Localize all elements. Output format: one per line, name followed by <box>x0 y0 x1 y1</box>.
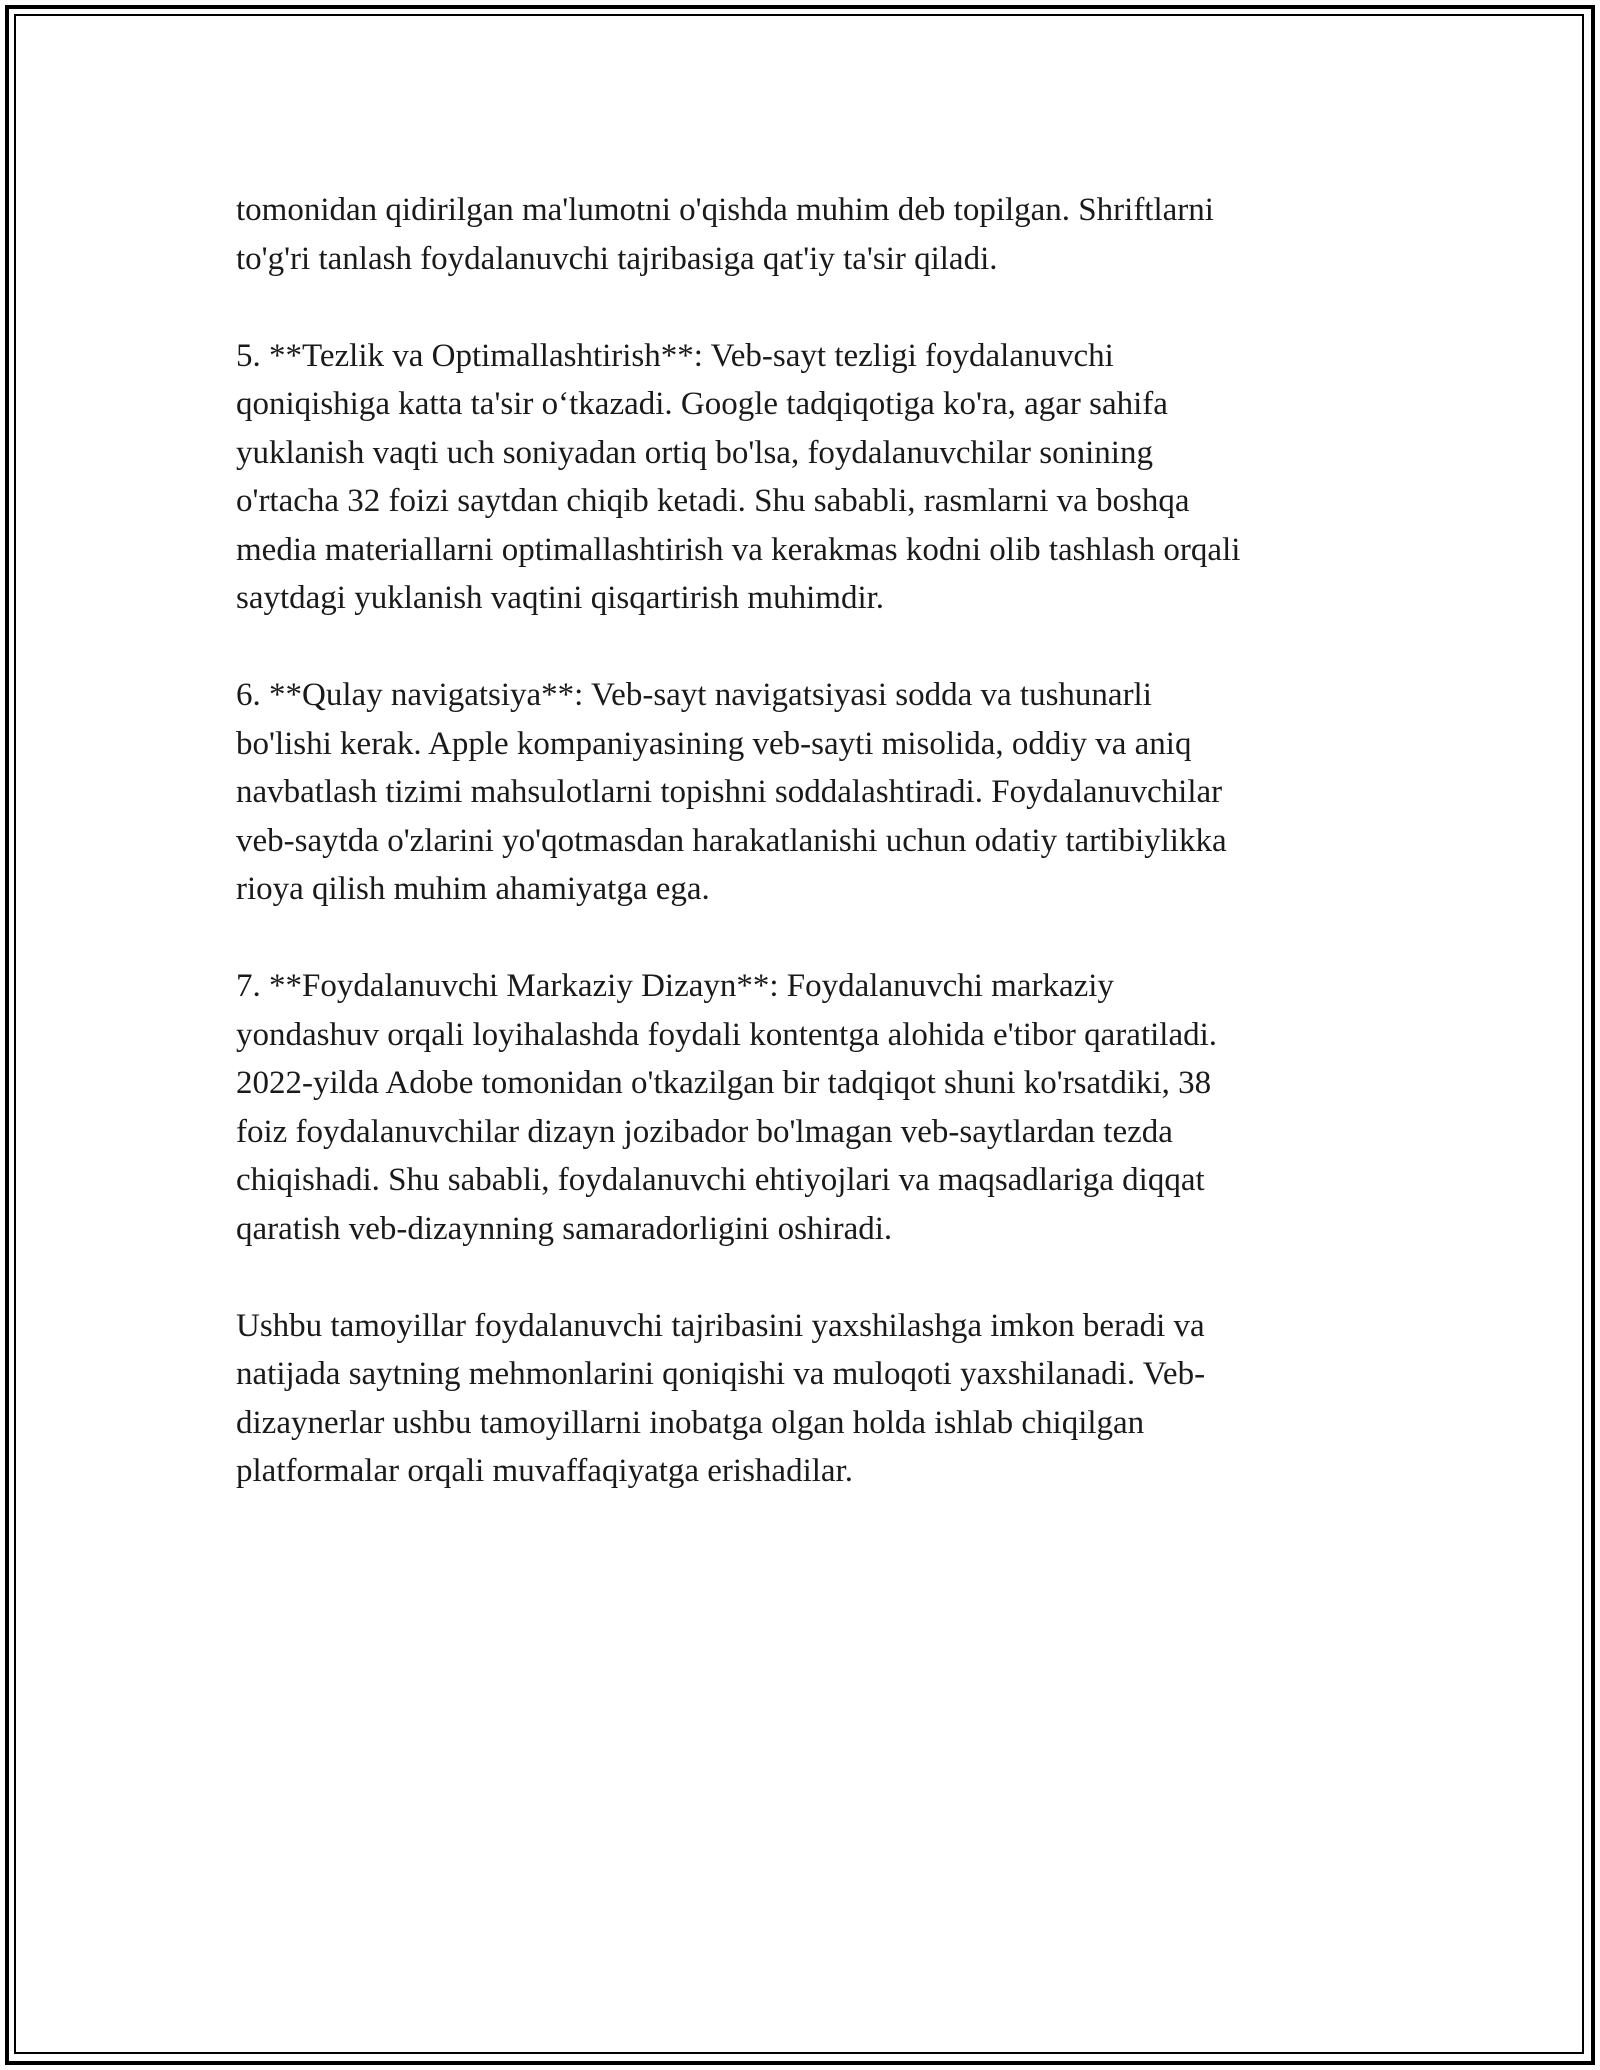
document-body <box>236 186 1366 1544</box>
paragraph-conclusion: Ushbu tamoyillar foydalanuvchi tajribasini yaxshilashga imkon beradi va natijada saytning mehmonlarini qoniqishi va muloqoti yaxshilanadi. Veb- dizaynerlar ushbu tamoyillarni inobatga olgan holda ishlab chiqilgan platformalar orqali muvaffaqiyatga erishadilar. <box>236 1307 1206 1489</box>
paragraph-typography-continuation: tomonidan qidirilgan ma'lumotni o'qishda muhim deb topilgan. Shriftlarni to'g'ri tanlash foydalanuvchi tajribasiga qat'iy ta'sir qiladi. <box>236 192 1214 277</box>
paragraph-speed-optimization: 5. **Tezlik va Optimallashtirish**: Veb-sayt tezligi foydalanuvchi qoniqishiga katta ta'sir o‘tkazadi. Google tadqiqotiga ko'ra, agar sahifa yuklanish vaqti uch soniyadan ortiq bo'lsa, foydalanuvchilar sonining o'rtacha 32 foizi saytdan chiqib ketadi. Shu sababli, rasmlarni va boshqa media materiallarni optimallashtirish va kerakmas kodni olib tashlash orqali saytdagi yuklanish vaqtini qisqartirish muhimdir. <box>236 337 1241 616</box>
paragraph-user-centered-design: 7. **Foydalanuvchi Markaziy Dizayn**: Foydalanuvchi markaziy yondashuv orqali loyihalashda foydali kontentga alohida e'tibor qaratiladi. 2022-yilda Adobe tomonidan o'tkazilgan bir tadqiqot shuni ko'rsatdiki, 38 foiz foydalanuvchilar dizayn jozibador bo'lmagan veb-saytlardan tezda chiqishadi. Shu sababli, foydalanuvchi ehtiyojlari va maqsadlariga diqqat qaratish veb-dizaynning samaradorligini oshiradi. <box>236 968 1218 1247</box>
paragraph-easy-navigation: 6. **Qulay navigatsiya**: Veb-sayt navigatsiyasi sodda va tushunarli bo'lishi kerak. Apple kompaniyasining veb-sayti misolida, oddiy va aniq navbatlash tizimi mahsulotlarni topishni soddalashtiradi. Foydalanuvchilar veb-saytda o'zlarini yo'qotmasdan harakatlanishi uchun odatiy tartibiylikka rioya qilish muhim ahamiyatga ega. <box>236 677 1227 907</box>
